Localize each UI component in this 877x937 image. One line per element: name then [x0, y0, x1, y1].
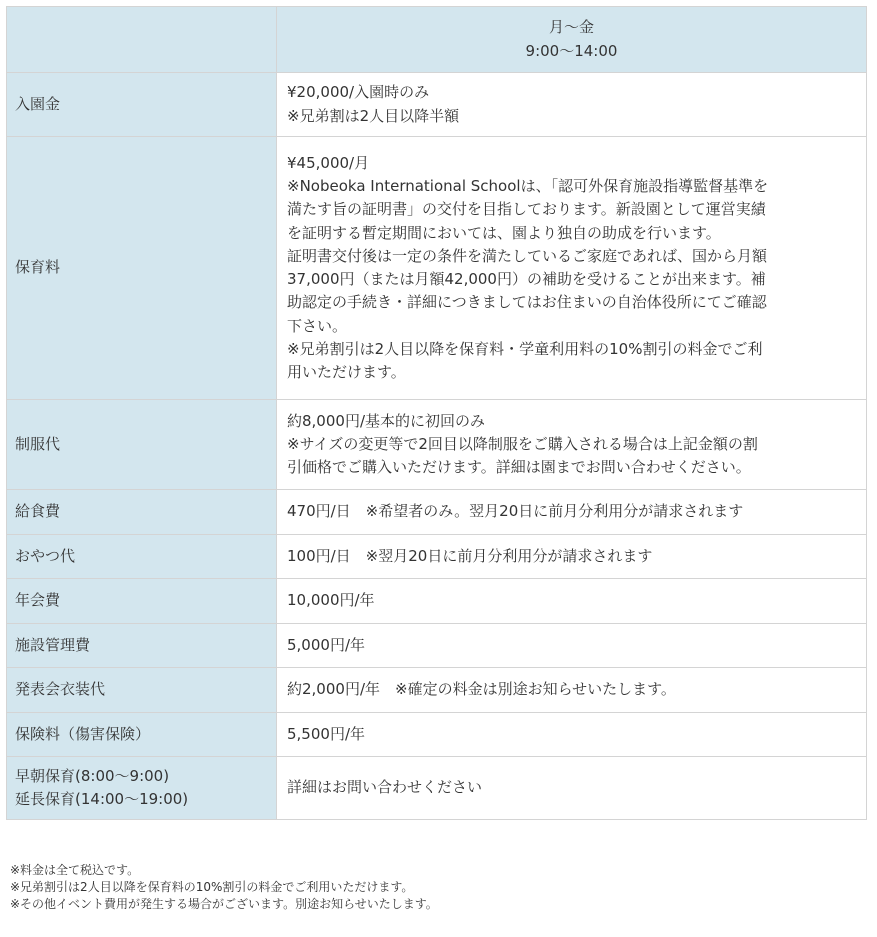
- fee-row-lunch: [7, 490, 867, 535]
- value-line: ※サイズの変更等で2回目以降制服をご購入される場合は上記金額の割: [287, 434, 758, 453]
- label-line: 早朝保育(8:00〜9:00): [15, 766, 170, 785]
- row-value: [277, 400, 867, 490]
- value-line: 470円/日 ※希望者のみ。翌月20日に前月分利用分が請求されます: [287, 502, 744, 521]
- schedule-header: [277, 7, 867, 73]
- row-label: 給食費: [7, 490, 277, 535]
- fee-row-tuition: [7, 137, 867, 400]
- value-line: 10,000円/年: [287, 591, 375, 610]
- fee-row-insurance: [7, 713, 867, 757]
- schedule-days: 月〜金: [548, 18, 594, 37]
- row-value: [277, 535, 867, 579]
- value-line: ¥20,000/入園時のみ: [287, 83, 430, 102]
- row-value: [277, 137, 867, 400]
- footnote: ※その他イベント費用が発生する場合がございます。別途お知らせいたします。: [10, 897, 438, 911]
- schedule-hours: 9:00〜14:00: [525, 41, 618, 60]
- fee-table: [6, 6, 867, 820]
- value-line: 用いただけます。: [287, 363, 406, 381]
- value-line: 約2,000円/年 ※確定の料金は別途お知らせいたします。: [287, 680, 676, 699]
- value-line: 約8,000円/基本的に初回のみ: [287, 411, 485, 430]
- row-value: [277, 490, 867, 535]
- footnote: ※兄弟割引は2人目以降を保育料の10%割引の料金でご利用いただけます。: [10, 880, 414, 894]
- value-line: 引価格でご購入いただけます。詳細は園までお問い合わせください。: [287, 458, 751, 477]
- value-line: 100円/日 ※翌月20日に前月分利用分が請求されます: [287, 546, 653, 565]
- header-row: [7, 7, 867, 73]
- fee-row-facility: [7, 624, 867, 668]
- row-value: [277, 668, 867, 713]
- fee-row-uniform: [7, 400, 867, 490]
- label-line: 延長保育(14:00〜19:00): [15, 790, 189, 808]
- value-line: 助認定の手続き・詳細につきましてはお住まいの自治体役所にてご確認: [287, 293, 767, 312]
- row-value: [277, 757, 867, 820]
- value-line: ※兄弟割は2人目以降半額: [287, 106, 460, 125]
- row-value: [277, 624, 867, 668]
- row-value: [277, 73, 867, 137]
- value-line: 37,000円（または月額42,000円）の補助を受けることが出来ます。補: [287, 270, 766, 288]
- value-line: 詳細はお問い合わせください: [287, 778, 483, 797]
- row-label: [7, 757, 277, 820]
- footnotes: [10, 862, 438, 913]
- row-label: 保育料: [7, 137, 277, 400]
- fee-row-costume: [7, 668, 867, 713]
- fee-row-admission: [7, 73, 867, 137]
- row-label: 入園金: [7, 73, 277, 137]
- value-line: ※兄弟割引は2人目以降を保育料・学童利用料の10%割引の料金でご利: [287, 339, 763, 358]
- row-label: 保険料（傷害保険）: [7, 713, 277, 757]
- fee-row-extended-care: [7, 757, 867, 820]
- row-label: 制服代: [7, 400, 277, 490]
- row-label: 発表会衣装代: [7, 668, 277, 713]
- value-line: ※Nobeoka International Schoolは、「認可外保育施設指導監督基準を: [287, 177, 769, 195]
- fee-row-annual: [7, 579, 867, 624]
- value-line: 証明書交付後は一定の条件を満たしているご家庭であれば、国から月額: [287, 246, 768, 265]
- row-value: [277, 713, 867, 757]
- value-line: 5,500円/年: [287, 724, 365, 743]
- value-line: 下さい。: [287, 316, 348, 335]
- row-label: おやつ代: [7, 535, 277, 579]
- row-label: 年会費: [7, 579, 277, 624]
- value-line: ¥45,000/月: [287, 153, 370, 172]
- value-line: を証明する暫定期間においては、園より独自の助成を行います。: [287, 223, 721, 242]
- footnote: ※料金は全て税込です。: [10, 863, 140, 877]
- value-line: 5,000円/年: [287, 635, 365, 654]
- row-value: [277, 579, 867, 624]
- fee-row-snack: [7, 535, 867, 579]
- row-label: 施設管理費: [7, 624, 277, 668]
- header-corner-cell: [7, 7, 277, 73]
- value-line: 満たす旨の証明書」の交付を目指しております。新設園として運営実績: [287, 200, 766, 219]
